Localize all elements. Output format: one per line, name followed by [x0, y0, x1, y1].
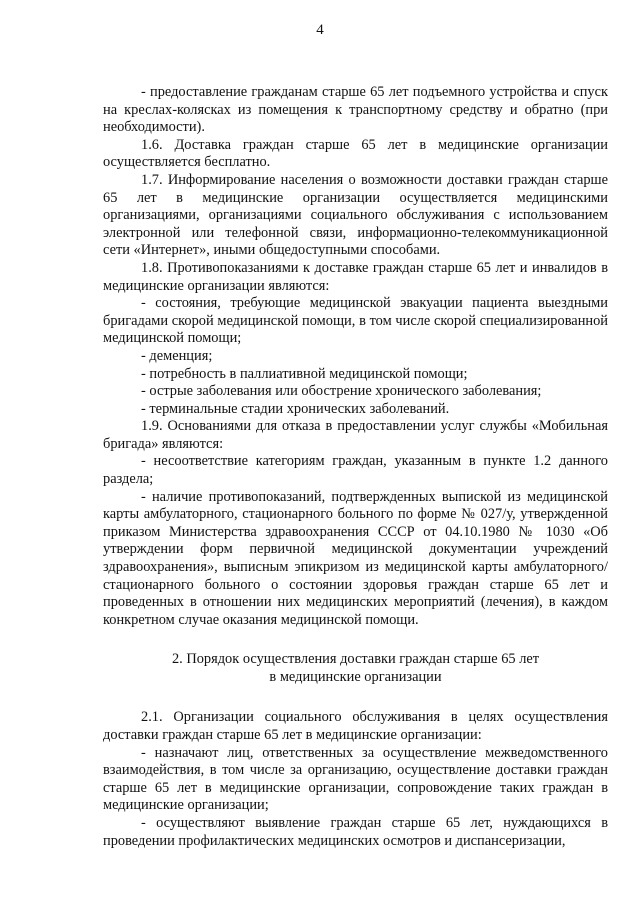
paragraph-1-6: 1.6. Доставка граждан старше 65 лет в медицинские организации осуществляется бесплатно. — [103, 136, 608, 171]
list-item-identify-citizens: - осуществляют выявление граждан старше 65 лет, нуждающихся в проведении профилактических медицинских осмотров и диспансеризации, — [103, 814, 608, 849]
list-item-contraindications: - наличие противопоказаний, подтвержденных выпиской из медицинской карты амбулаторного, стационарного больного по форме № 027/у, утвержденной приказом Министерства здравоохранения СССР от 04.10.1980 № 1030 «Об утверждении форм первичной медицинской документации учреждений здравоохранения», выписным эпикризом из медицинской карты амбулаторного/стационарного больного о состоянии здоровья граждан старше 65 лет и проведенных в отношении них медицинских мероприятий (лечения), в каждом конкретном случае оказания медицинской помощи. — [103, 488, 608, 628]
list-item-terminal: - терминальные стадии хронических заболеваний. — [141, 400, 450, 417]
page-number: 4 — [316, 22, 324, 38]
list-item-acute: - острые заболевания или обострение хронического заболевания; — [141, 383, 542, 400]
section-heading-line-1: 2. Порядок осуществления доставки граждан старше 65 лет — [171, 651, 540, 668]
list-item-palliative: - потребность в паллиативной медицинской помощи; — [141, 365, 468, 382]
list-item-appoint-responsible: - назначают лиц, ответственных за осуществление межведомственного взаимодействия, в том числе за организацию, осуществление доставки граждан старше 65 лет в медицинские организации, сопровождение таких граждан в медицинские организации; — [103, 744, 608, 814]
list-item-dementia: - деменция; — [141, 347, 213, 364]
list-item-category-mismatch: - несоответствие категориям граждан, указанным в пункте 1.2 данного раздела; — [103, 453, 608, 488]
section-heading-line-2: в медицинские организации — [269, 669, 442, 686]
paragraph-1-7: 1.7. Информирование населения о возможности доставки граждан старше 65 лет в медицинские организации осуществляется медицинскими организациями, организациями социального обслуживания с использованием электронной или телефонной связи, информационно-телекоммуникационной сети «Интернет», иными общедоступными способами. — [103, 171, 608, 259]
paragraph-2-1: 2.1. Организации социального обслуживания в целях осуществления доставки граждан старше 65 лет в медицинские организации: — [103, 709, 608, 743]
list-item-evacuation: - состояния, требующие медицинской эвакуации пациента выездными бригадами скорой медицинской помощи, в том числе скорой специализированной медицинской помощи; — [103, 295, 608, 347]
paragraph-1-8: 1.8. Противопоказаниями к доставке граждан старше 65 лет и инвалидов в медицинские организации являются: — [103, 259, 608, 294]
spacer — [103, 686, 608, 709]
document-body — [103, 84, 608, 850]
spacer — [103, 629, 608, 650]
paragraph-lift-device: - предоставление гражданам старше 65 лет подъемного устройства и спуск на креслах-колясках из помещения к транспортному средству и обратно (при необходимости). — [103, 84, 608, 136]
paragraph-1-9: 1.9. Основаниями для отказа в предоставлении услуг службы «Мобильная бригада» являются: — [103, 418, 608, 452]
